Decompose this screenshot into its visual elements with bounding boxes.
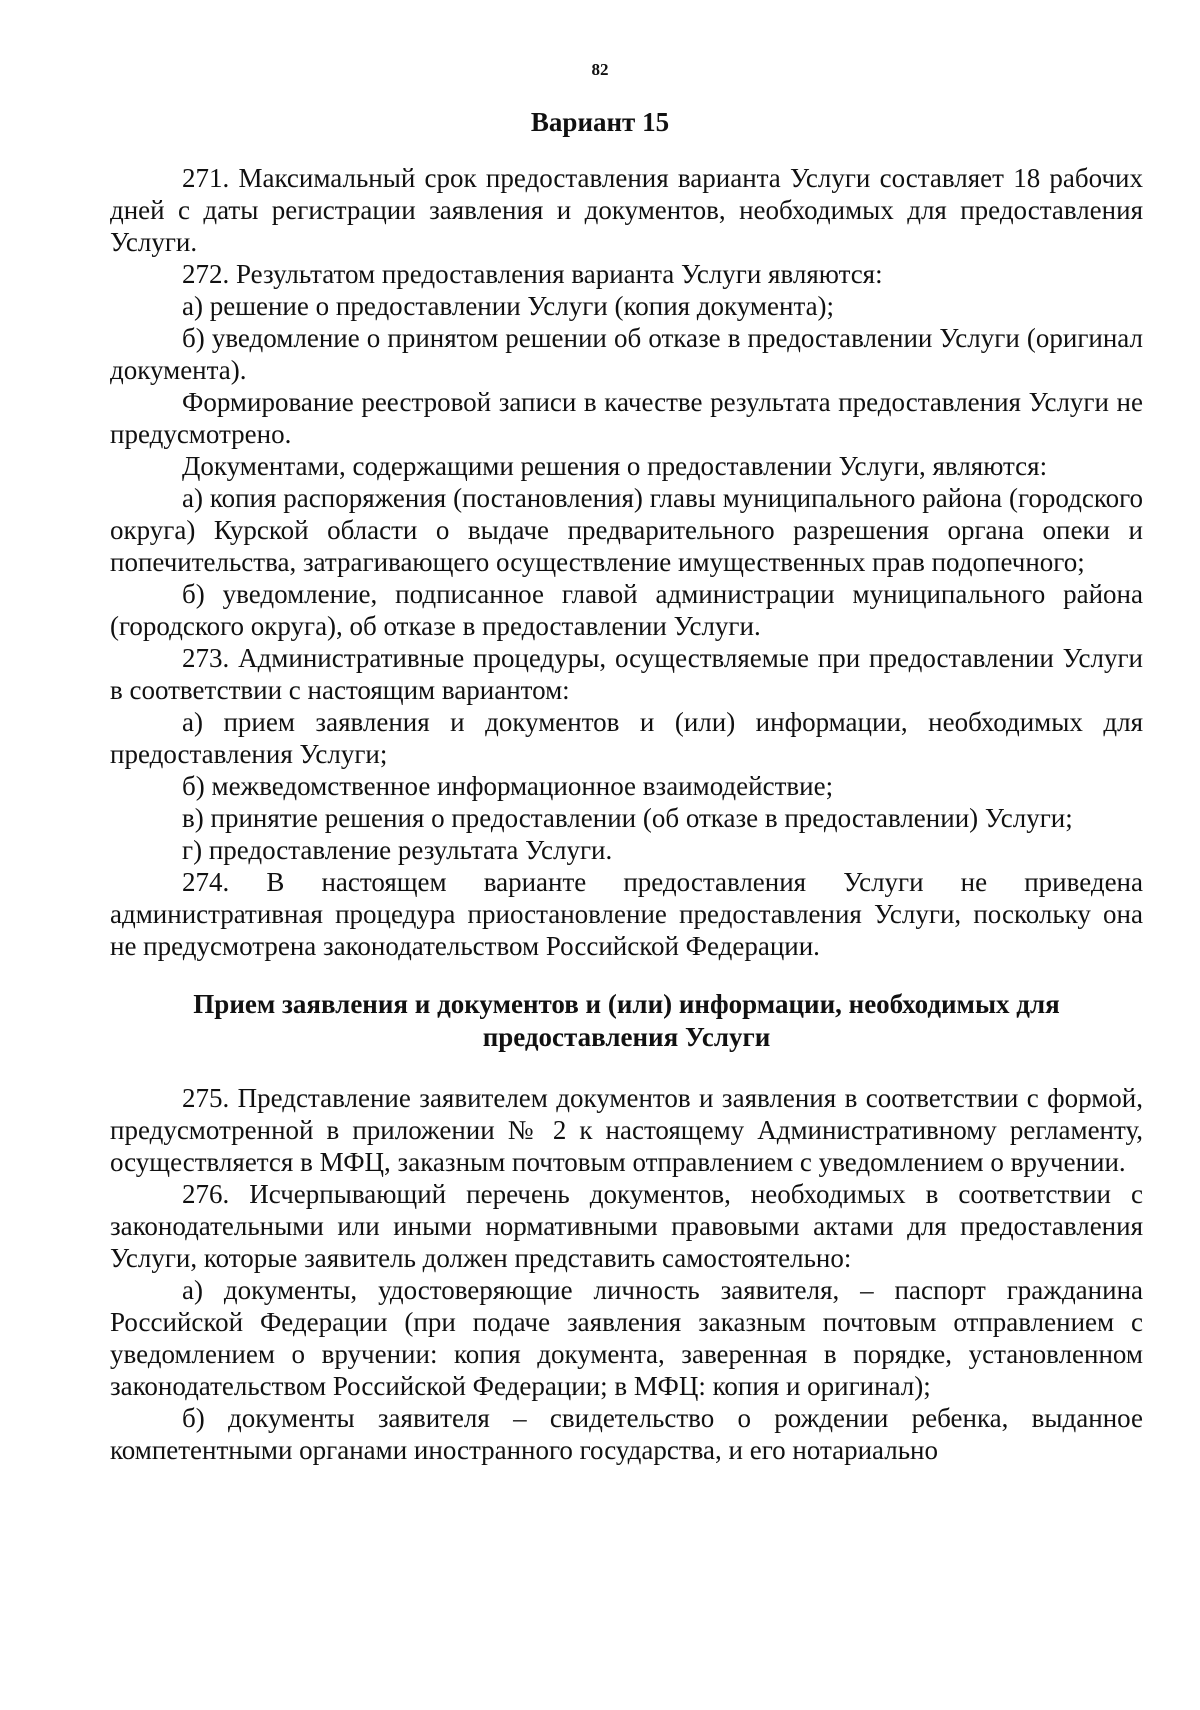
section-heading <box>110 988 1143 1054</box>
paragraph-273: 273. Административные процедуры, осуществляемые при предоставлении Услуги в соответствии с настоящим вариантом: <box>110 643 1143 705</box>
list-item-273-d: г) предоставление результата Услуги. <box>182 835 613 865</box>
list-item-276-a: а) документы, удостоверяющие личность заявителя, – паспорт гражданина Российской Федерации (при подаче заявления заказным почтовым отправлением с уведомлением о вручении: копия документа, заверенная в порядке, установленном законодательством Российской Федерации; в МФЦ: копия и оригинал); <box>110 1275 1143 1401</box>
paragraph-271: 271. Максимальный срок предоставления варианта Услуги составляет 18 рабочих дней с даты регистрации заявления и документов, необходимых для предоставления Услуги. <box>110 163 1143 257</box>
paragraph-274: 274. В настоящем варианте предоставления Услуги не приведена административная процедура приостановление предоставления Услуги, поскольку она не предусмотрена законодательством Российской Федерации. <box>110 867 1143 961</box>
list-item-decision-b: б) уведомление, подписанное главой администрации муниципального района (городского округа), об отказе в предоставлении Услуги. <box>110 579 1143 641</box>
paragraph-decision-documents: Документами, содержащими решения о предоставлении Услуги, являются: <box>182 451 1048 481</box>
list-item-272-b: б) уведомление о принятом решении об отказе в предоставлении Услуги (оригинал документа). <box>110 323 1143 385</box>
page-title: Вариант 15 <box>530 107 670 137</box>
paragraph-registry-note: Формирование реестровой записи в качестве результата предоставления Услуги не предусмотрено. <box>110 387 1143 449</box>
list-item-decision-a: а) копия распоряжения (постановления) главы муниципального района (городского округа) Курской области о выдаче предварительного разрешения органа опеки и попечительства, затрагивающего осуществление имущественных прав подопечного; <box>110 483 1143 577</box>
list-item-273-a: а) прием заявления и документов и (или) информации, необходимых для предоставления Услуги; <box>110 707 1143 769</box>
paragraph-276: 276. Исчерпывающий перечень документов, необходимых в соответствии с законодательными или иными нормативными правовыми актами для предоставления Услуги, которые заявитель должен представить самостоятельно: <box>110 1179 1143 1273</box>
paragraph-275: 275. Представление заявителем документов и заявления в соответствии с формой, предусмотренной в приложении № 2 к настоящему Административному регламенту, осуществляется в МФЦ, заказным почтовым отправлением с уведомлением о вручении. <box>110 1083 1143 1177</box>
section-heading-line-1: Прием заявления и документов и (или) информации, необходимых для <box>193 989 1060 1019</box>
list-item-273-c: в) принятие решения о предоставлении (об отказе в предоставлении) Услуги; <box>182 803 1073 833</box>
section-heading-line-2: предоставления Услуги <box>482 1022 771 1052</box>
paragraph-272: 272. Результатом предоставления варианта Услуги являются: <box>182 259 883 289</box>
list-item-272-a: а) решение о предоставлении Услуги (копия документа); <box>182 291 835 321</box>
list-item-276-b: б) документы заявителя – свидетельство о рождении ребенка, выданное компетентными органами иностранного государства, и его нотариально <box>110 1403 1143 1465</box>
document-body <box>110 162 1143 1466</box>
list-item-273-b: б) межведомственное информационное взаимодействие; <box>182 771 834 801</box>
page-number: 82 <box>591 60 609 79</box>
